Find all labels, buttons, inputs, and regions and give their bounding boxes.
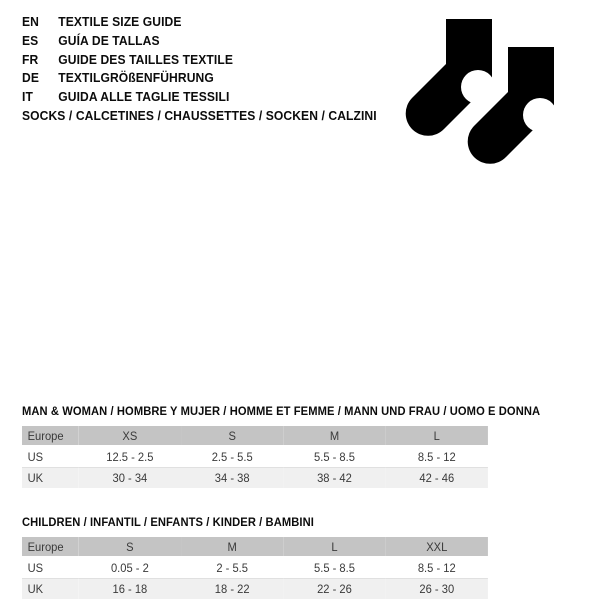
size-cell: 12.5 - 2.5: [106, 449, 154, 464]
guide-title-de: TEXTILGRÖßENFÜHRUNG: [58, 70, 214, 86]
size-cell: 30 - 34: [112, 470, 148, 485]
language-row-en: [22, 13, 233, 32]
guide-title-fr: GUIDE DES TAILLES TEXTILE: [58, 51, 234, 67]
size-table-section-children: [22, 515, 488, 599]
size-cell: 16 - 18: [112, 581, 148, 596]
socks-icon-svg: [405, 8, 565, 183]
table-row-uk: [22, 467, 488, 488]
size-cell: 34 - 38: [214, 470, 250, 485]
language-code: ES: [22, 32, 39, 48]
language-code: IT: [22, 89, 33, 105]
table-row-us: [22, 557, 488, 578]
table-title-adults: MAN & WOMAN / HOMBRE Y MUJER / HOMME ET FEMME / MANN UND FRAU / UOMO E DONNA: [22, 404, 541, 418]
language-row-it: [22, 88, 233, 107]
column-header-s: S: [126, 539, 134, 554]
size-cell: 0.05 - 2: [110, 560, 149, 575]
guide-title-es: GUÍA DE TALLAS: [58, 32, 160, 48]
column-header-europe: Europe: [27, 428, 64, 443]
column-header-l: L: [433, 428, 440, 443]
size-cell: 26 - 30: [419, 581, 455, 596]
language-row-de: [22, 69, 233, 88]
column-header-m: M: [329, 428, 340, 443]
column-header-m: M: [227, 539, 237, 554]
table-row-uk: [22, 578, 488, 599]
size-table-children: [22, 537, 488, 599]
size-cell: 38 - 42: [317, 470, 352, 485]
column-header-xxl: XXL: [426, 539, 448, 554]
size-cell: 2 - 5.5: [216, 560, 249, 575]
table-header-row: [22, 426, 488, 446]
size-cell: 42 - 46: [419, 470, 455, 485]
column-header-l: L: [331, 539, 338, 554]
size-cell: 5.5 - 8.5: [314, 560, 355, 575]
column-header-xs: XS: [122, 428, 138, 443]
row-label: UK: [27, 581, 44, 596]
size-table-adults: [22, 426, 488, 488]
size-cell: 18 - 22: [214, 581, 250, 596]
language-row-fr: [22, 51, 233, 70]
language-row-es: [22, 32, 233, 51]
table-title-children: CHILDREN / INFANTIL / ENFANTS / KINDER / BAMBINI: [22, 515, 314, 529]
table-row-us: [22, 446, 488, 467]
socks-icon: [405, 8, 565, 183]
language-legend: [22, 13, 233, 107]
guide-title-it: GUIDA ALLE TAGLIE TESSILI: [58, 89, 230, 105]
column-header-s: S: [228, 428, 236, 443]
size-cell: 8.5 - 12: [417, 560, 456, 575]
size-cell: 2.5 - 5.5: [211, 449, 253, 464]
language-code: EN: [22, 14, 39, 29]
row-label: US: [27, 560, 44, 575]
language-code: DE: [22, 70, 39, 86]
guide-title-en: TEXTILE SIZE GUIDE: [58, 14, 182, 29]
size-cell: 22 - 26: [317, 581, 352, 596]
size-cell: 8.5 - 12: [417, 449, 456, 464]
table-header-row: [22, 537, 488, 557]
language-code: FR: [22, 51, 39, 67]
size-table-section-adults: [22, 404, 541, 488]
category-title: SOCKS / CALCETINES / CHAUSSETTES / SOCKEN / CALZINI: [22, 108, 377, 123]
row-label: US: [27, 449, 44, 464]
size-cell: 5.5 - 8.5: [314, 449, 355, 464]
row-label: UK: [27, 470, 44, 485]
column-header-europe: Europe: [27, 539, 64, 554]
